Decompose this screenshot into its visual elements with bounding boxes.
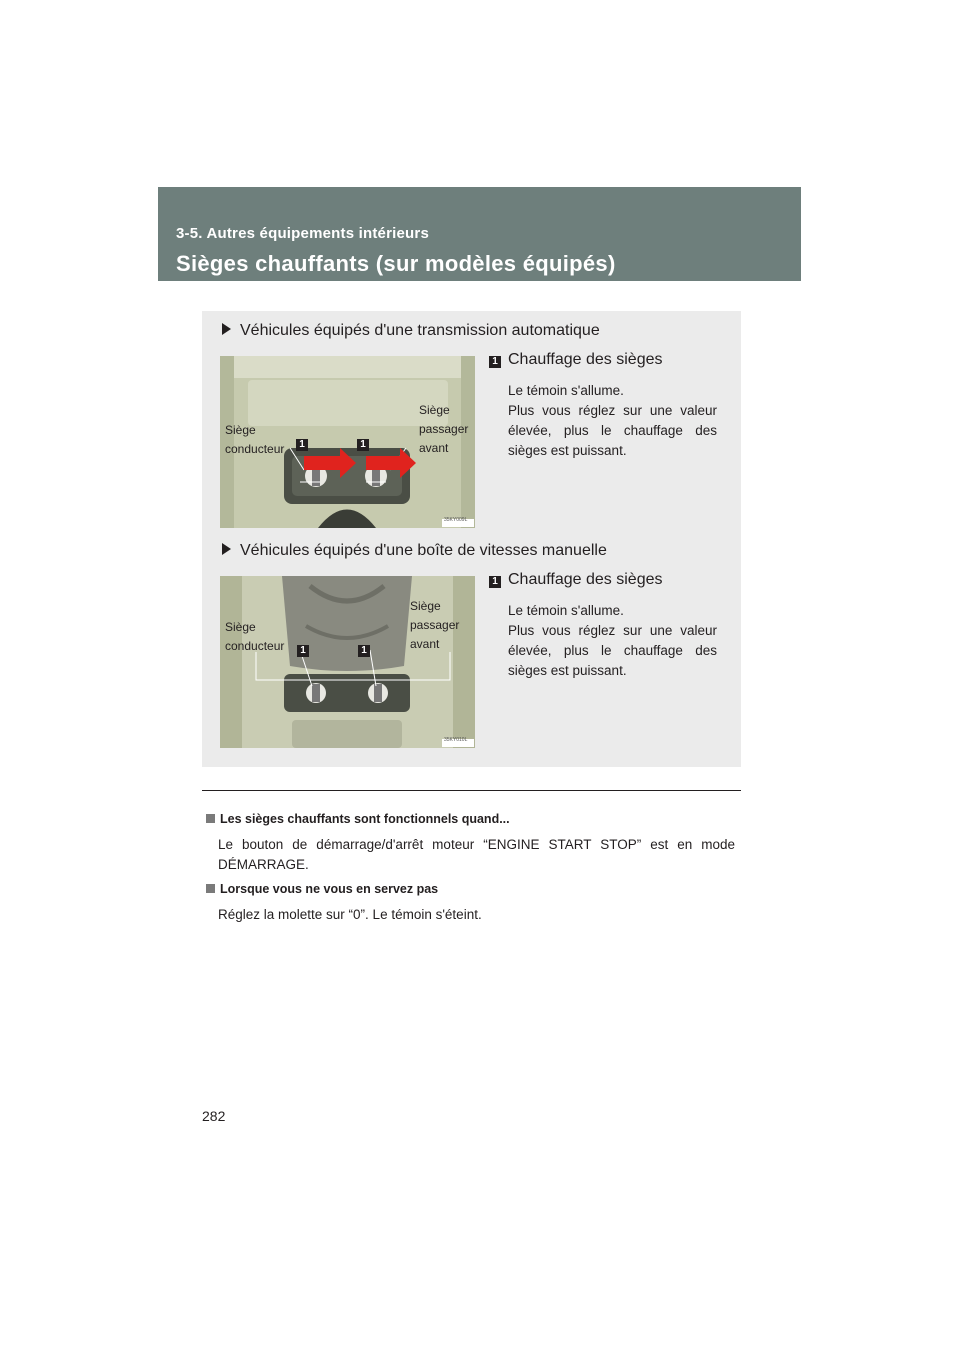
square-bullet-icon [206,884,215,893]
square-bullet-icon [206,814,215,823]
section-title: 3-5. Autres équipements intérieurs [176,225,429,242]
callout-number-box: 1 [489,356,501,368]
note-heading: Les sièges chauffants sont fonctionnels quand... [206,812,510,826]
triangle-bullet-icon [222,543,231,555]
image-code: 35KY010L [444,737,468,743]
subheading-seat-heating: Chauffage des sièges [508,351,663,368]
note-heading: Lorsque vous ne vous en servez pas [206,882,438,896]
description-text: Le témoin s'allume. Plus vous réglez sur une valeur élevée, plus le chauffage des sièges est puissant. [508,383,717,458]
label-passenger-seat: Siège passager avant [410,599,460,651]
page-title: Sièges chauffants (sur modèles équipés) [176,251,616,276]
divider-rule [202,790,741,791]
note-body: Le bouton de démarrage/d'arrêt moteur “ENGINE START STOP” est en mode DÉMARRAGE. [218,837,735,872]
illustration-panel [202,311,741,767]
note-body: Réglez la molette sur “0”. Le témoin s'éteint. [218,907,482,922]
callout-number-box: 1 [489,576,501,588]
callout-number-box: 1 [357,439,369,451]
page-number: 282 [202,1108,226,1124]
image-code: 35KY009L [444,517,468,523]
callout-number-box: 1 [297,645,309,657]
description-text: Le témoin s'allume. Plus vous réglez sur une valeur élevée, plus le chauffage des sièges est puissant. [508,603,717,678]
label-driver-seat: Siège conducteur [225,423,285,456]
label-passenger-seat: Siège passager avant [419,403,469,455]
page-header [158,187,801,281]
triangle-bullet-icon [222,323,231,335]
callout-number-box: 1 [296,439,308,451]
label-driver-seat: Siège conducteur [225,620,285,653]
panel-heading-manual: Véhicules équipés d'une boîte de vitesses manuelle [222,542,607,560]
callout-number-box: 1 [358,645,370,657]
subheading-seat-heating: Chauffage des sièges [508,571,663,588]
panel-heading-automatic: Véhicules équipés d'une transmission automatique [222,322,600,340]
